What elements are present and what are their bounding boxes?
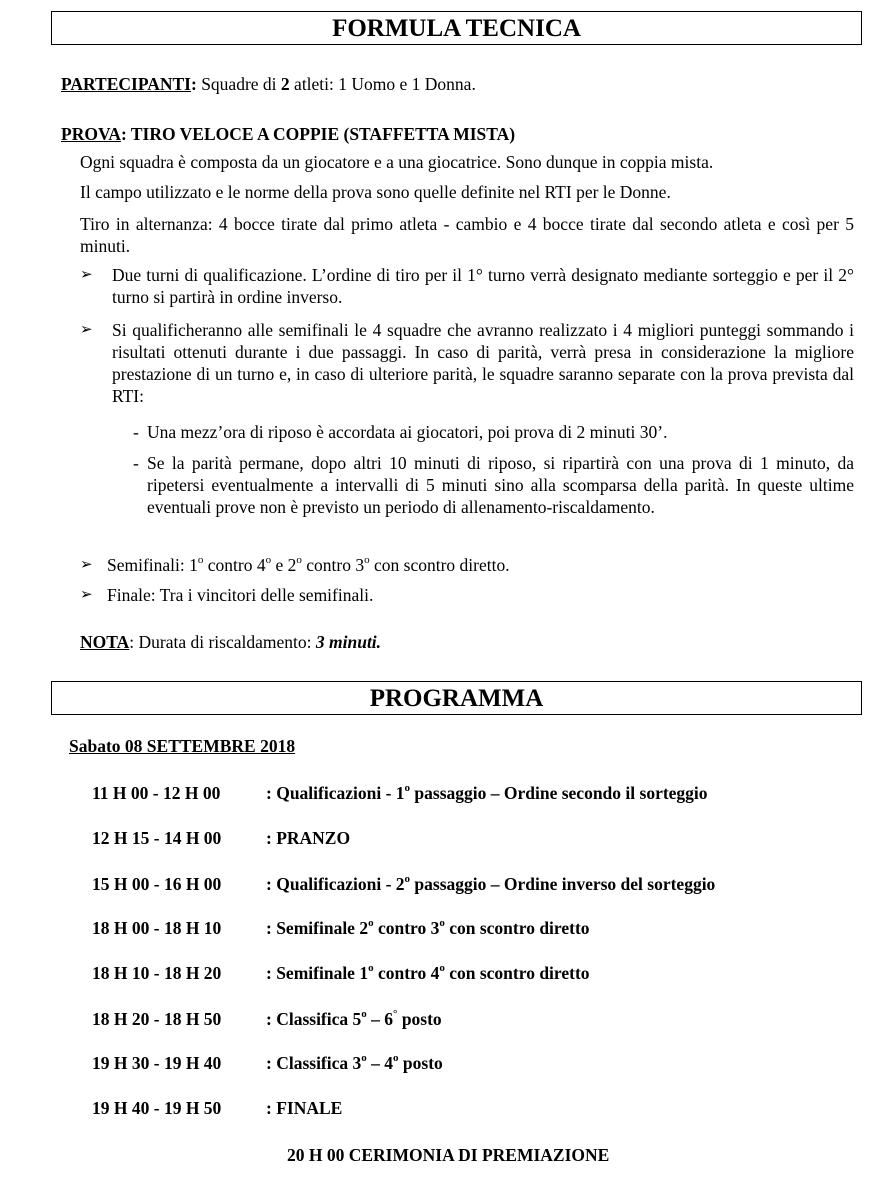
schedule-desc: : Semifinale 1$^o$ contro 4$^o$ con scontro diretto [266,962,590,983]
schedule-time: 18 H 20 - 18 H 50 [92,1009,222,1029]
bullet-item-2: Si qualificheranno alle semifinali le 4 squadre che avranno realizzato i 4 migliori punteggi sommando i risultati ottenuti durante i due passaggi. In caso di parità, verrà presa in considerazione la migliore prestazione di un turno e, in caso di ulteriore parità, le squadre saranno separate con la prova prevista dal RTI: [112,320,854,406]
partecipanti-text-b: atleti: 1 Uomo e 1 Donna. [289,74,476,94]
partecipanti-num: 2 [280,74,290,94]
dash-item-2 [133,452,854,518]
partecipanti-colon: : [191,74,197,94]
schedule-time: 19 H 40 - 19 H 50 [92,1098,222,1118]
schedule-time: 18 H 00 - 18 H 10 [92,918,222,938]
program-date: Sabato 08 SETTEMBRE 2018 [69,736,296,756]
schedule-desc: : Classifica 3$^o$ – 4$^o$ posto [266,1052,443,1073]
schedule-desc: : Classifica 5$^o$ – 6° posto [266,1008,442,1029]
nota-emph: 3 minuti. [315,632,382,652]
prova-title: : TIRO VELOCE A COPPIE (STAFFETTA MISTA) [120,124,516,144]
schedule-desc: : FINALE [266,1098,343,1118]
prova-label: PROVA [61,124,121,144]
nota-line [80,631,381,653]
schedule-time: 12 H 15 - 14 H 00 [92,828,222,848]
schedule-desc: : Qualificazioni - 1$^o$ passaggio – Ordine secondo il sorteggio [266,782,708,803]
bullet-arrow-icon: ➢ [80,557,93,573]
schedule-time: 15 H 00 - 16 H 00 [92,874,222,894]
partecipanti-text-a: Squadre di [196,74,281,94]
dash-item-text: Una mezz’ora di riposo è accordata ai giocatori, poi prova di 2 minuti 30’. [147,422,668,442]
programma-heading: PROGRAMMA [51,681,862,715]
bullet-semifinali: Semifinali: 1$^o$ contro 4$^o$ e 2$^o$ contro 3$^o$ con scontro diretto. [107,554,510,575]
bullet-arrow-icon: ➢ [80,587,93,603]
nota-label: NOTA [80,632,130,652]
prova-line [61,123,515,145]
partecipanti-line [61,73,476,95]
schedule-desc: : Qualificazioni - 2$^o$ passaggio – Ordine inverso del sorteggio [266,873,716,894]
schedule-time: 19 H 30 - 19 H 40 [92,1053,222,1073]
dash-item-1 [133,421,854,443]
bullet-item-1: Due turni di qualificazione. L’ordine di tiro per il 1° turno verrà designato mediante sorteggio e per il 2° turno si partirà in ordine inverso. [112,265,854,307]
dash-marker: - [133,453,139,473]
schedule-time: 18 H 10 - 18 H 20 [92,963,222,983]
ceremony-line: 20 H 00 CERIMONIA DI PREMIAZIONE [287,1145,610,1165]
schedule-desc: : Semifinale 2$^o$ contro 3$^o$ con scontro diretto [266,917,590,938]
dash-item-text: Se la parità permane, dopo altri 10 minuti di riposo, si ripartirà con una prova di 1 minuto, da ripetersi eventualmente a intervalli di 5 minuti sino alla scomparsa della parità. In queste ultime eventuali prove non è previsto un periodo di allenamento-riscaldamento. [147,453,854,517]
bullet-finale: Finale: Tra i vincitori delle semifinali. [107,585,374,605]
paragraph-1: Ogni squadra è composta da un giocatore e a una giocatrice. Sono dunque in coppia mista. [80,152,714,172]
formula-heading: FORMULA TECNICA [51,11,862,45]
schedule-desc: : PRANZO [266,828,351,848]
paragraph-3: Tiro in alternanza: 4 bocce tirate dal primo atleta - cambio e 4 bocce tirate dal secondo atleta e così per 5 minuti. [80,214,854,256]
bullet-arrow-icon: ➢ [80,267,93,283]
schedule-time: 11 H 00 - 12 H 00 [92,783,221,803]
paragraph-2: Il campo utilizzato e le norme della prova sono quelle definite nel RTI per le Donne. [80,182,671,202]
partecipanti-label: PARTECIPANTI [61,74,191,94]
dash-marker: - [133,422,139,442]
nota-text: : Durata di riscaldamento: [129,632,316,652]
bullet-arrow-icon: ➢ [80,322,93,338]
